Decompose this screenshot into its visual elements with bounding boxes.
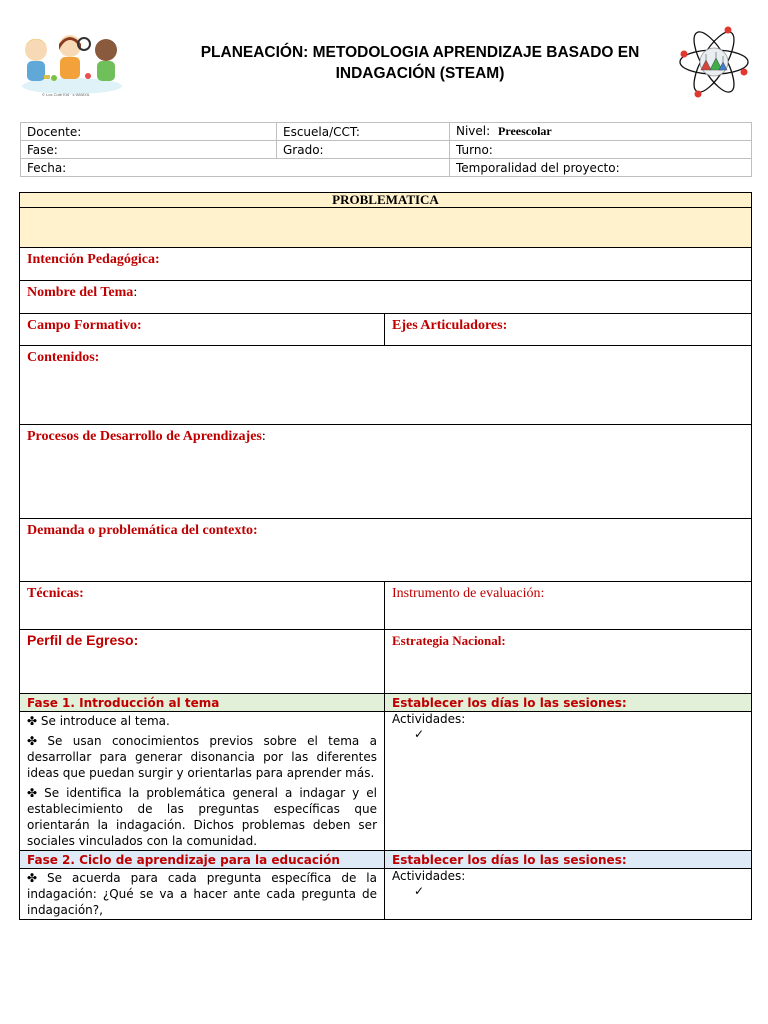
nombre-tema-row	[20, 281, 752, 314]
fase2-bullet: ✤ Se acuerda para cada pregunta específica de la indagación: ¿Qué se va a hacer ante cada pregunta de indagación?,	[27, 871, 377, 917]
ejes-articuladores-field[interactable]	[385, 314, 752, 346]
procesos-field[interactable]	[20, 425, 752, 519]
planning-table	[19, 192, 752, 920]
fase2-description	[20, 869, 385, 920]
atom-science-logo	[676, 24, 752, 100]
fase1-body-row	[20, 712, 752, 851]
fase2-activities-field[interactable]	[385, 869, 752, 920]
grado-label: Grado:	[277, 141, 450, 159]
title-line-1: PLANEACIÓN: METODOLOGIA APRENDIZAJE BASADO EN	[200, 44, 640, 61]
fase-label: Fase:	[21, 141, 277, 159]
nombre-tema-field[interactable]	[20, 281, 752, 314]
campo-formativo-label: Campo Formativo:	[27, 318, 142, 333]
ejes-articuladores-label: Ejes Articuladores:	[392, 318, 508, 333]
fase2-body-row	[20, 869, 752, 920]
estrategia-field[interactable]	[385, 630, 752, 694]
fase1-description	[20, 712, 385, 851]
page-title	[160, 42, 680, 84]
fase1-activities-field[interactable]	[385, 712, 752, 851]
fase1-actividades-label: Actividades:	[392, 712, 466, 726]
info-row	[21, 123, 752, 141]
demanda-row	[20, 519, 752, 582]
docente-label: Docente:	[21, 123, 277, 141]
bullet-icon: ✤	[27, 871, 38, 885]
fase1-dias-label: Establecer los días lo las sesiones:	[385, 694, 752, 712]
tecnicas-field[interactable]	[20, 582, 385, 630]
fase2-header-row	[20, 851, 752, 869]
perfil-egreso-label: Perfil de Egreso:	[27, 632, 139, 648]
atom-icon	[676, 24, 752, 100]
title-line-2: INDAGACIÓN (STEAM)	[335, 65, 505, 82]
kids-illustration-icon	[18, 28, 126, 100]
fase1-bullet: ✤ Se identifica la problemática general a indagar y el establecimiento de las preguntas específicas que orientarán la indagación. Dichos problemas deben ser sociales vinculados con la comunidad.	[27, 786, 377, 848]
estrategia-label: Estrategia Nacional:	[392, 633, 506, 648]
info-table	[20, 122, 752, 177]
procesos-label: Procesos de Desarrollo de Aprendizajes	[27, 429, 262, 444]
contenidos-label: Contenidos:	[27, 350, 100, 365]
tecnicas-label: Técnicas:	[27, 586, 84, 601]
info-row	[21, 141, 752, 159]
contenidos-row	[20, 346, 752, 425]
turno-label: Turno:	[450, 141, 752, 159]
problematica-header: PROBLEMATICA	[20, 193, 752, 208]
instrumento-label: Instrumento de evaluación:	[392, 586, 545, 601]
nivel-value: Preescolar	[498, 124, 552, 138]
fase2-actividades-label: Actividades:	[392, 869, 466, 883]
demanda-field[interactable]	[20, 519, 752, 582]
nivel-cell	[450, 123, 752, 141]
bullet-icon: ✤	[27, 714, 38, 728]
temporalidad-label: Temporalidad del proyecto:	[450, 159, 752, 177]
fase2-dias-label: Establecer los días lo las sesiones:	[385, 851, 752, 869]
nivel-label: Nivel:	[456, 124, 491, 138]
tecnicas-row	[20, 582, 752, 630]
contenidos-field[interactable]	[20, 346, 752, 425]
campo-ejes-row	[20, 314, 752, 346]
bullet-icon: ✤	[27, 734, 38, 748]
checkmark-icon: ✓	[414, 884, 425, 898]
perfil-row	[20, 630, 752, 694]
perfil-egreso-field[interactable]	[20, 630, 385, 694]
fase1-bullet: ✤ Se usan conocimientos previos sobre el tema a desarrollar para generar disonancia por las diferentes ideas que puedan surgir y orientarlas para aprender más.	[27, 734, 377, 780]
nombre-tema-colon: :	[133, 285, 138, 300]
fase1-bullet: ✤ Se introduce al tema.	[27, 714, 170, 728]
intencion-field[interactable]	[20, 248, 752, 281]
procesos-row	[20, 425, 752, 519]
checkmark-icon: ✓	[414, 727, 425, 741]
demanda-label: Demanda o problemática del contexto:	[27, 523, 258, 538]
fase1-header-row	[20, 694, 752, 712]
fecha-label: Fecha:	[21, 159, 450, 177]
intencion-label: Intención Pedagógica:	[27, 252, 160, 267]
procesos-colon: :	[261, 429, 266, 444]
campo-formativo-field[interactable]	[20, 314, 385, 346]
fase1-title: Fase 1. Introducción al tema	[20, 694, 385, 712]
bullet-icon: ✤	[27, 786, 38, 800]
fase1-bullets	[27, 713, 377, 849]
instrumento-field[interactable]	[385, 582, 752, 630]
problematica-body-row	[20, 208, 752, 248]
nombre-tema-label: Nombre del Tema	[27, 285, 134, 300]
kids-science-logo	[18, 28, 126, 100]
escuela-label: Escuela/CCT:	[277, 123, 450, 141]
logo-caption: © Los Cute Kid · s·AMAYA	[42, 92, 90, 97]
fase2-bullets	[27, 870, 377, 918]
fase2-title: Fase 2. Ciclo de aprendizaje para la educación	[20, 851, 385, 869]
problematica-field[interactable]	[20, 208, 752, 248]
intencion-row	[20, 248, 752, 281]
info-row	[21, 159, 752, 177]
problematica-header-row	[20, 193, 752, 208]
